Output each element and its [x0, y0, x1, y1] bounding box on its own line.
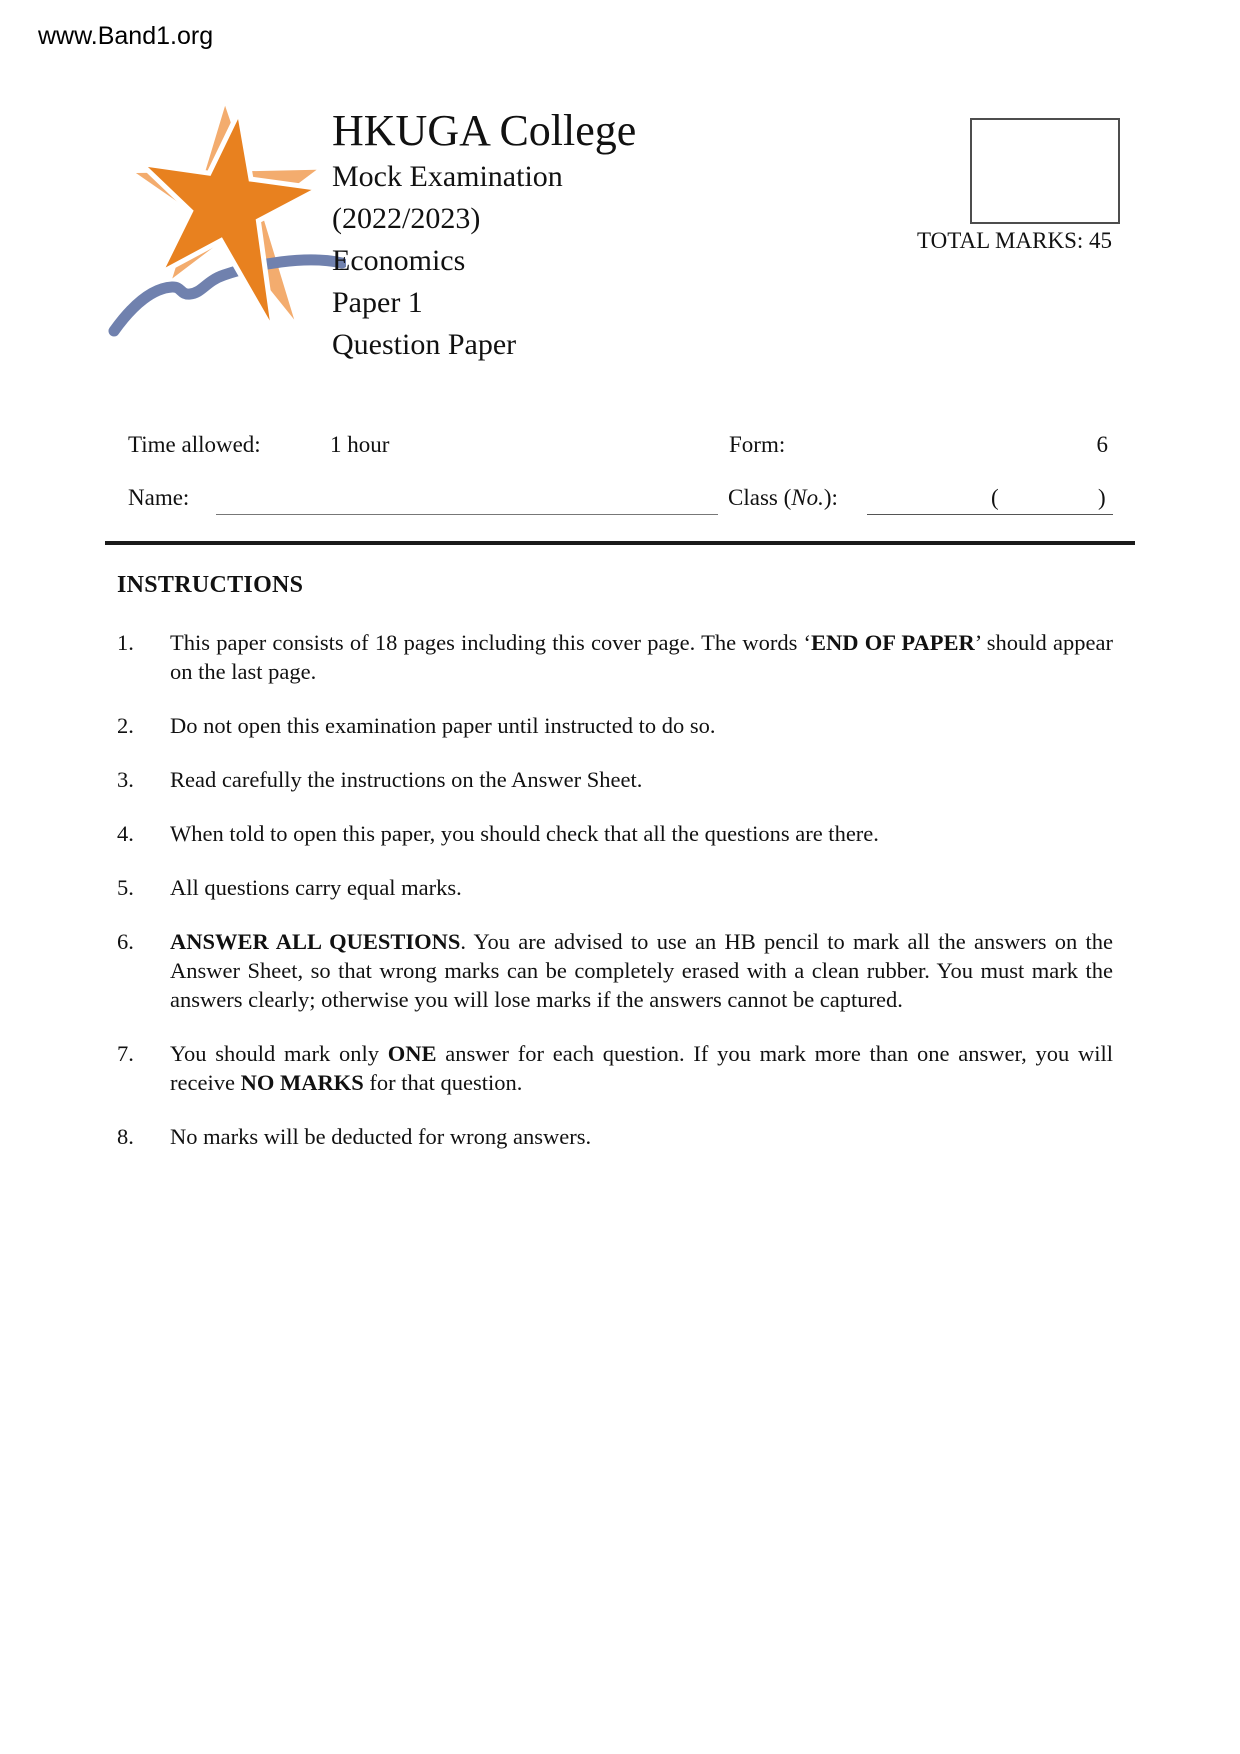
- exam-title-line-5: Question Paper: [332, 328, 517, 361]
- instruction-text: ANSWER ALL QUESTIONS. You are advised to use an HB pencil to mark all the answers on the Answer Sheet, so that wrong marks can be completely erased with a clean rubber. You must mark the answers clearly; otherwise you will lose marks if the answers cannot be captured.: [170, 929, 1113, 1012]
- instruction-number: 7.: [117, 1041, 134, 1066]
- instruction-text: When told to open this paper, you should check that all the questions are there.: [170, 821, 879, 846]
- instruction-text: This paper consists of 18 pages including this cover page. The words ‘END OF PAPER’ should appear on the last page.: [170, 630, 1113, 684]
- title-block: [332, 106, 636, 366]
- hkuga-star-logo: [106, 94, 346, 346]
- exam-title-line-4: Paper 1: [332, 286, 423, 319]
- instruction-item: [117, 711, 1113, 740]
- instruction-number: 6.: [117, 929, 134, 954]
- instruction-number: 3.: [117, 767, 134, 792]
- instructions-list: [117, 628, 1113, 1176]
- instruction-text: Do not open this examination paper until instructed to do so.: [170, 713, 716, 738]
- class-field-line[interactable]: [867, 488, 1113, 515]
- instruction-number: 5.: [117, 875, 134, 900]
- instruction-item: [117, 1122, 1113, 1151]
- instruction-number: 4.: [117, 821, 134, 846]
- star-main-shape: [141, 111, 320, 333]
- instruction-item: [117, 765, 1113, 794]
- name-field-line[interactable]: [216, 488, 718, 515]
- exam-title-line-2: (2022/2023): [332, 202, 481, 235]
- time-allowed-value: 1 hour: [330, 432, 390, 457]
- star-swoosh-icon: [106, 94, 346, 346]
- instruction-item: [117, 927, 1113, 1014]
- school-name: HKUGA College: [332, 106, 637, 155]
- instruction-text: Read carefully the instructions on the Answer Sheet.: [170, 767, 643, 792]
- instruction-text: No marks will be deducted for wrong answers.: [170, 1124, 592, 1149]
- class-label: Class (No.):: [728, 485, 838, 510]
- exam-title-line-3: Economics: [332, 244, 466, 277]
- section-divider: [105, 541, 1135, 545]
- class-no-paren-close: ): [1098, 485, 1106, 510]
- form-label: Form:: [729, 432, 786, 457]
- instruction-item: [117, 873, 1113, 902]
- form-value: 6: [1096, 432, 1108, 457]
- name-label: Name:: [128, 485, 190, 510]
- instruction-item: [117, 628, 1113, 686]
- class-no-paren-open: (: [991, 485, 999, 510]
- instructions-heading: INSTRUCTIONS: [117, 572, 304, 598]
- instruction-text: All questions carry equal marks.: [170, 875, 462, 900]
- class-label-no: No.: [791, 485, 824, 510]
- instruction-number: 8.: [117, 1124, 134, 1149]
- swoosh-shape: [114, 260, 342, 331]
- marks-box: [970, 118, 1120, 224]
- exam-title-line-1: Mock Examination: [332, 160, 563, 193]
- instruction-item: [117, 819, 1113, 848]
- instruction-text: You should mark only ONE answer for each question. If you mark more than one answer, you will receive NO MARKS for that question.: [170, 1041, 1113, 1095]
- total-marks-label: TOTAL MARKS: 45: [917, 228, 1112, 253]
- instruction-item: [117, 1039, 1113, 1097]
- instruction-number: 1.: [117, 630, 134, 655]
- site-url-label: www.Band1.org: [38, 22, 214, 50]
- time-allowed-label: Time allowed:: [128, 432, 261, 457]
- instruction-number: 2.: [117, 713, 134, 738]
